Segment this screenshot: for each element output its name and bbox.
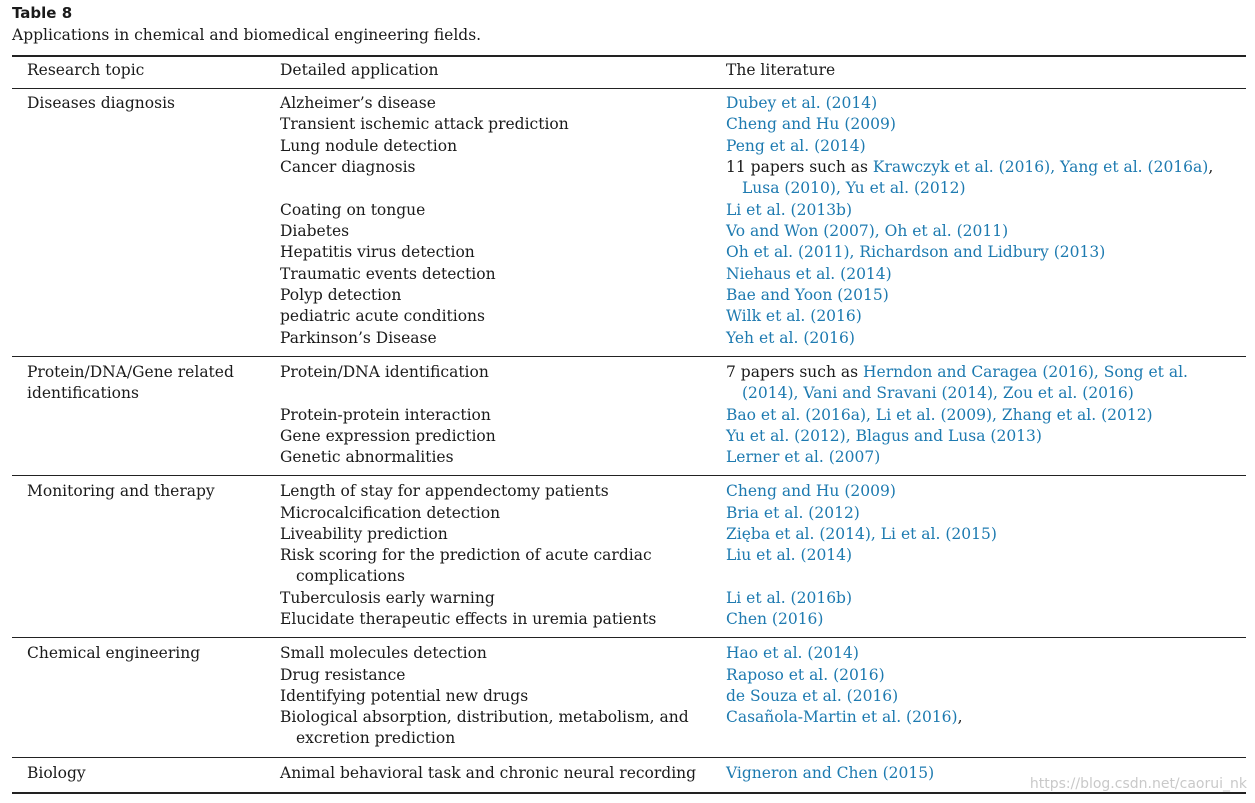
citation-link[interactable]: Oh et al. (2011), Richardson and Lidbury (2013) <box>726 243 1106 261</box>
literature-cell <box>726 200 1247 221</box>
literature-cell <box>726 665 1247 686</box>
table-title: Table 8 <box>12 4 73 22</box>
citation-link[interactable]: Vo and Won (2007), Oh et al. (2011) <box>726 222 1009 240</box>
citation-link[interactable]: Li et al. (2016b) <box>726 589 853 607</box>
detailed-application: Protein-protein interaction <box>280 406 491 424</box>
literature-cell <box>726 285 1247 306</box>
literature-cell <box>726 447 1247 468</box>
literature-cell <box>726 114 1247 135</box>
citation-text: 11 papers such as <box>726 158 873 176</box>
literature-cell <box>726 609 1247 630</box>
literature-cell <box>726 643 1247 664</box>
literature-cell <box>726 93 1247 114</box>
citation-link[interactable]: Raposo et al. (2016) <box>726 666 885 684</box>
literature-cell <box>726 524 1247 545</box>
citation-text: , <box>1208 158 1214 176</box>
citation-link[interactable]: Niehaus et al. (2014) <box>726 265 892 283</box>
literature-cell <box>726 686 1247 707</box>
citation-link[interactable]: Yeh et al. (2016) <box>726 329 855 347</box>
research-topic: Biology <box>27 764 86 782</box>
detailed-application: Identifying potential new drugs <box>280 687 529 705</box>
header-research-topic: Research topic <box>27 61 145 79</box>
citation-link[interactable]: Lusa (2010), Yu et al. (2012) <box>742 179 966 198</box>
citation-link[interactable]: Chen (2016) <box>726 610 824 628</box>
citation-link[interactable]: Li et al. (2013b) <box>726 201 853 219</box>
literature-cell <box>726 405 1247 426</box>
detailed-application: Alzheimer’s disease <box>280 94 436 112</box>
citation-link[interactable]: Bria et al. (2012) <box>726 504 860 522</box>
literature-cell <box>726 221 1247 242</box>
group-divider <box>12 757 1246 758</box>
detailed-application: Tuberculosis early warning <box>280 589 495 607</box>
detailed-application: Lung nodule detection <box>280 137 458 155</box>
detailed-application: Animal behavioral task and chronic neural recording <box>280 764 697 782</box>
header-detailed-application: Detailed application <box>280 61 439 79</box>
detailed-application: Protein/DNA identification <box>280 363 489 381</box>
header-rule <box>12 88 1246 89</box>
literature-cell <box>726 242 1247 263</box>
citation-link[interactable]: Cheng and Hu (2009) <box>726 115 896 133</box>
detailed-application: Traumatic events detection <box>280 265 496 283</box>
group-divider <box>12 475 1246 476</box>
citation-link[interactable]: Vigneron and Chen (2015) <box>726 764 935 782</box>
literature-cell <box>726 481 1247 502</box>
citation-link[interactable]: Liu et al. (2014) <box>726 546 853 564</box>
detailed-application: Biological absorption, distribution, metabolism, and excretion prediction <box>280 708 689 748</box>
research-topic: Monitoring and therapy <box>27 482 215 500</box>
detailed-application: Microcalcification detection <box>280 504 501 522</box>
citation-text: , <box>957 708 963 726</box>
detailed-application: Small molecules detection <box>280 644 487 662</box>
detailed-application: Diabetes <box>280 222 350 240</box>
citation-link[interactable]: de Souza et al. (2016) <box>726 687 899 705</box>
research-topic: Protein/DNA/Gene related identifications <box>27 363 234 403</box>
literature-cell <box>726 503 1247 524</box>
citation-link[interactable]: Bao et al. (2016a), Li et al. (2009), Zhang et al. (2012) <box>726 406 1153 424</box>
citation-link[interactable]: Wilk et al. (2016) <box>726 307 862 325</box>
group-divider <box>12 356 1246 357</box>
detailed-application: Transient ischemic attack prediction <box>280 115 569 133</box>
literature-cell <box>726 707 1247 728</box>
table-caption: Applications in chemical and biomedical engineering fields. <box>12 26 482 44</box>
group-divider <box>12 792 1246 794</box>
detailed-application: Elucidate therapeutic effects in uremia patients <box>280 610 657 628</box>
literature-cell <box>726 362 1247 405</box>
research-topic: Diseases diagnosis <box>27 94 175 112</box>
header-literature: The literature <box>726 61 836 79</box>
citation-link[interactable]: Lerner et al. (2007) <box>726 448 881 466</box>
detailed-application: Polyp detection <box>280 286 402 304</box>
citation-link[interactable]: Herndon and Caragea (2016), Song et al. (2014), Vani and Sravani (2014), Zou et al. (2016) <box>742 363 1188 403</box>
detailed-application: Cancer diagnosis <box>280 158 416 176</box>
watermark: https://blog.csdn.net/caorui_nk <box>1029 776 1247 792</box>
citation-link[interactable]: Cheng and Hu (2009) <box>726 482 896 500</box>
literature-cell <box>726 588 1247 609</box>
literature-cell <box>726 426 1247 447</box>
citation-link[interactable]: Casañola-Martin et al. (2016) <box>726 708 958 726</box>
citation-link[interactable]: Zięba et al. (2014), Li et al. (2015) <box>726 525 997 543</box>
detailed-application: pediatric acute conditions <box>280 307 485 325</box>
citation-link[interactable]: Yu et al. (2012), Blagus and Lusa (2013) <box>726 427 1042 445</box>
citation-text: 7 papers such as <box>726 363 863 381</box>
literature-cell <box>726 157 1247 200</box>
detailed-application: Hepatitis virus detection <box>280 243 475 261</box>
citation-link[interactable]: Dubey et al. (2014) <box>726 94 878 112</box>
detailed-application: Parkinson’s Disease <box>280 329 437 347</box>
detailed-application: Gene expression prediction <box>280 427 496 445</box>
detailed-application: Genetic abnormalities <box>280 448 454 466</box>
detailed-application: Drug resistance <box>280 666 406 684</box>
research-topic: Chemical engineering <box>27 644 201 662</box>
citation-link[interactable]: Peng et al. (2014) <box>726 137 866 155</box>
literature-cell <box>726 264 1247 285</box>
detailed-application: Length of stay for appendectomy patients <box>280 482 609 500</box>
group-divider <box>12 637 1246 638</box>
citation-link[interactable]: Bae and Yoon (2015) <box>726 286 889 304</box>
top-rule <box>12 55 1246 57</box>
literature-cell <box>726 545 1247 566</box>
detailed-application: Liveability prediction <box>280 525 448 543</box>
citation-link[interactable]: Krawczyk et al. (2016), Yang et al. (2016a) <box>872 158 1209 176</box>
citation-link[interactable]: Hao et al. (2014) <box>726 644 859 662</box>
detailed-application: Coating on tongue <box>280 201 426 219</box>
literature-cell <box>726 306 1247 327</box>
literature-cell <box>726 328 1247 349</box>
detailed-application: Risk scoring for the prediction of acute cardiac complications <box>280 546 652 586</box>
literature-cell <box>726 136 1247 157</box>
